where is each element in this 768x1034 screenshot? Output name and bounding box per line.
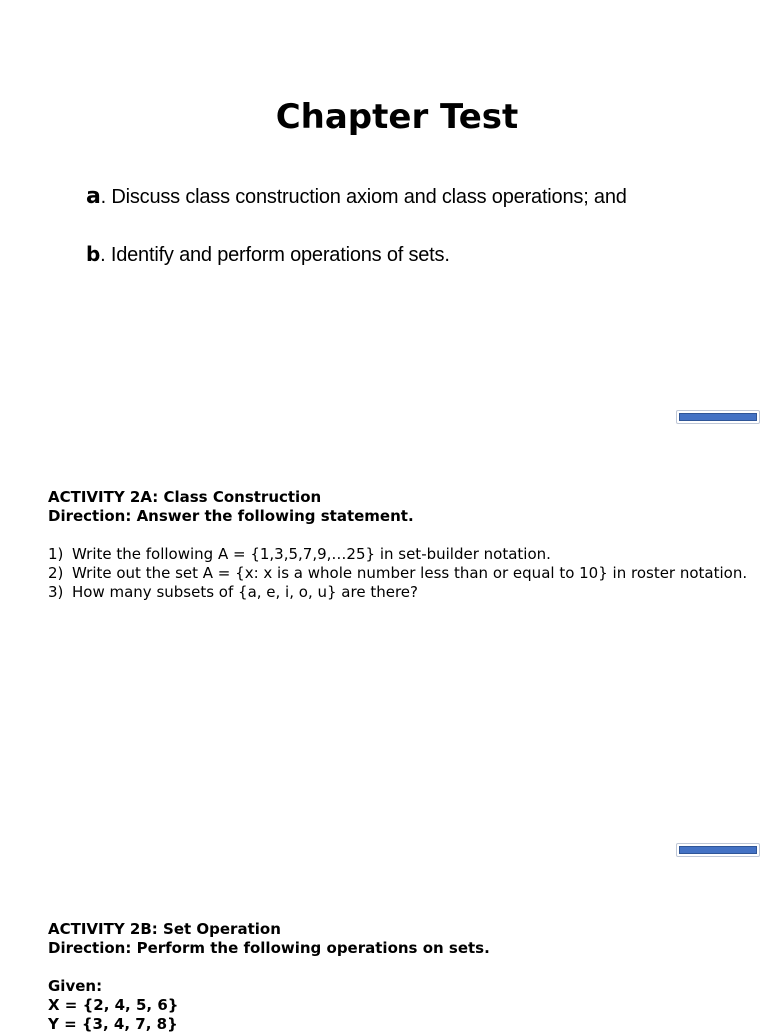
- list-item-number: 2): [48, 564, 64, 582]
- objective-b-letter: b: [86, 242, 101, 266]
- activity-2b-direction: Direction: Perform the following operations on sets.: [48, 939, 490, 957]
- set-y: Y = {3, 4, 7, 8}: [48, 1015, 178, 1033]
- blue-bar-fill: [679, 846, 757, 854]
- activity-2a-list: [48, 545, 748, 602]
- activity-2b: [48, 920, 748, 1034]
- blue-bar-button-2[interactable]: [676, 843, 760, 857]
- list-item: [48, 564, 748, 583]
- objective-b-text: . Identify and perform operations of sets.: [100, 244, 450, 266]
- objectives: [86, 182, 666, 270]
- blue-bar-button[interactable]: [676, 410, 760, 424]
- objective-a-letter: a: [86, 184, 101, 209]
- list-item-number: 1): [48, 545, 64, 563]
- set-x: X = {2, 4, 5, 6}: [48, 996, 179, 1014]
- list-item-number: 3): [48, 583, 64, 601]
- given-label: Given:: [48, 977, 103, 995]
- blue-bar-fill: [679, 413, 757, 421]
- activity-2a: [48, 488, 748, 602]
- list-item-text: Write out the set A = {x: x is a whole number less than or equal to 10} in roster notation.: [72, 564, 748, 582]
- list-item-text: Write the following A = {1,3,5,7,9,…25} in set-builder notation.: [72, 545, 551, 563]
- objective-a: [86, 182, 666, 212]
- activity-2b-heading: ACTIVITY 2B: Set Operation: [48, 920, 281, 938]
- objective-a-text: . Discuss class construction axiom and class operations; and: [100, 186, 627, 208]
- list-item: [48, 545, 748, 564]
- list-item-text: How many subsets of {a, e, i, o, u} are there?: [72, 583, 418, 601]
- list-item: [48, 583, 748, 602]
- activity-2a-direction: Direction: Answer the following statement.: [48, 507, 414, 525]
- activity-2a-heading: ACTIVITY 2A: Class Construction: [48, 488, 322, 506]
- page-title: Chapter Test: [275, 97, 519, 137]
- objective-b: [86, 240, 666, 270]
